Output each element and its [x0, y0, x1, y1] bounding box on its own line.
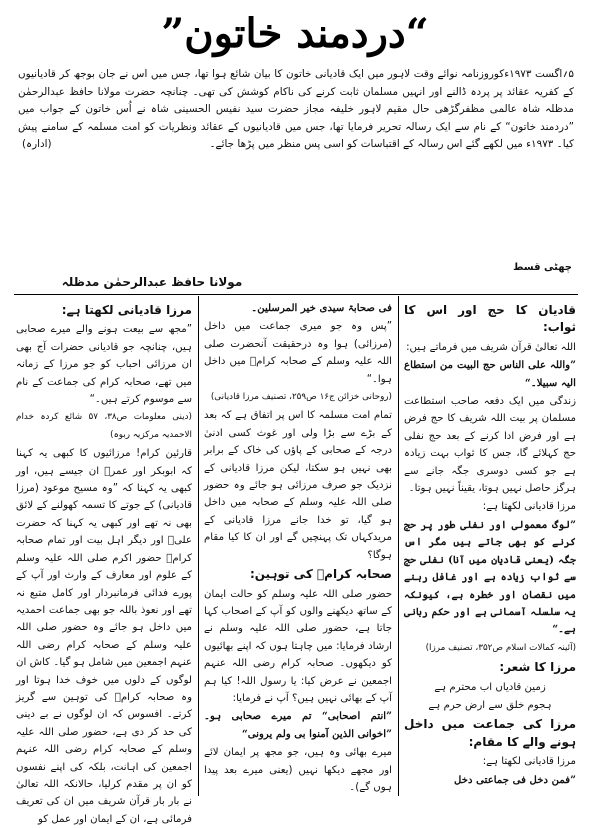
article-title: ”دردمند خاتون“ [161, 10, 429, 57]
section-heading: صحابہ کرامؓ کی توہین: [249, 567, 392, 582]
section-heading: مرزا کا شعر: [499, 660, 576, 675]
paragraph: میرے بھائی وہ ہیں، جو مجھ پر ایمان لائے اور مجھے دیکھا نہیں (یعنی میرے بعد پیدا ہوں گے)۔ [204, 747, 392, 793]
citation: (روحانی خزائن ج۱۶ ص۲۵۹، تصنیف مرزا قادیانی) [210, 392, 392, 403]
citation: (آئینہ کمالات اسلام ص۳۵۲، تصنیف مرزا) [425, 642, 576, 653]
quotation: ”واللہ علی الناس حج البیت من استطاع الیہ سبیلا۔“ [404, 359, 576, 389]
paragraph: مرزا قادیانی لکھتا ہے: [482, 501, 576, 513]
paragraph: اللہ تعالیٰ قرآن شریف میں فرماتے ہیں: [406, 341, 576, 353]
paragraph: مرزا قادیانی لکھتا ہے: [482, 756, 576, 768]
column-right [404, 300, 576, 796]
author-byline: مولانا حافظ عبدالرحمٰن مدظلہ [61, 275, 243, 289]
citation: (دینی معلومات ص۳۸، ۵۷ شائع کردہ خدام الاحمدیہ مرکزیہ ربوہ) [16, 412, 192, 440]
quotation: فی صحابۃ سیدی خیر المرسلین۔ [251, 302, 392, 314]
paragraph: تمام امت مسلمہ کا اس پر اتفاق ہے کہ بعد کے بڑے سے بڑا ولی اور غوث کسی ادنیٰ درجہ کے صحابی کے پاؤں کی خاک کے برابر بھی نہیں ہو سکتا، لیکن مرزا قادیانی کے نزدیک جو صرف مرزائی ہو جائے وہ حضور صلی اللہ علیہ وسلم کے صحابہ میں داخل ہو گیا، تو خدا جانے مرزا قادیانی کے مریدکہاں تک پہنچیں گے اور ان کا کیا مقام ہوگا؟ [204, 410, 392, 561]
section-heading: مرزا قادیانی لکھتا ہے: [61, 303, 192, 317]
quotation: ”لوگ معمولی اور نفلی طور پر حج کرنے کو بھی جاتے ہیں مگر اس جگہ (یعنی قادیان میں آنا) نفلی حج سے ثواب زیادہ ہے اور غافل رہنے میں نقصان اور خطرہ ہے، کیونکہ یہ سلسلہ آسمانی ہے اور حکم ربانی ہے۔“ [404, 518, 576, 636]
section-heading: قادیان کا حج اور اس کا ثواب: [404, 303, 576, 335]
header-divider [14, 294, 578, 295]
column-left [16, 300, 192, 825]
quotation: ”انتم اصحابی“ تم میرے صحابی ہو۔ ”اخوانی الذین آمنوا بی ولم یرونی“ [204, 710, 392, 740]
column-divider-left [198, 296, 199, 796]
column-divider-right [398, 296, 399, 796]
intro-attribution: (ادارہ) [22, 138, 52, 150]
quotation: ”فمن دخل فی جماعتی دخل [454, 773, 576, 786]
paragraph: ”مجھ سے بیعت ہونے والے میرے صحابی ہیں، چنانچہ جو قادیانی حضرات آج بھی ان مرزائی احباب کو جو مرزا کے زمانہ میں تھے، صحابہ کرام کی جماعت کے نام سے موسوم کرتے ہیں۔“ [16, 324, 192, 406]
verse-line: زمین قادیاں اب محترم ہے [434, 681, 546, 693]
intro-body: ۵؍اگست ۱۹۷۳ءکوروزنامہ نوائے وقت لاہور میں ایک قادیانی خاتون کا بیان شائع ہوا تھا، جس میں اس نے جان بوجھ کر قادیانیوں کے کفریہ عقائد پر پردہ ڈالنے اور انہیں مسلمان ثابت کرنے کی ناکام کوشش کی تھی۔ چنانچہ حضرت مولانا حافظ عبدالرحمٰن مدظلہ شاہ عالمی مظفرگڑھی حال مقیم لاہور خلیفہ مجاز حضرت سید نفیس الحسینی شاہ نے اُس خاتون کے جواب میں ”دردمند خاتون“ کے نام سے ایک رسالہ تحریر فرمایا تھا، جس میں قادیانیوں کے عقائد ونظریات کو امت مسلمہ کے سامنے پیش کیا۔ ۱۹۷۳ء میں لکھے گئے اس رسالہ کے اقتباسات کو اسی پس منظر میں پڑھا جائے۔ [18, 68, 575, 150]
column-middle [204, 300, 392, 796]
episode-label: چھٹی قسط [513, 262, 572, 273]
paragraph: زندگی میں ایک دفعہ صاحب استطاعت مسلمان پر بیت اللہ شریف کا حج فرض ہے اور فرض ادا کرنے کے بعد حج نفلی حج کہلائے گا، جس کا ثواب بہت زیادہ ہے جو کسی دوسری جگہ جانے سے ہرگز حاصل نہیں ہوتا، یقیناً نہیں ہوتا۔ [404, 396, 576, 495]
paragraph: ”پس وہ جو میری جماعت میں داخل (مرزائی) ہوا وہ درحقیقت آنحضرت صلی اللہ علیہ وسلم کے صحابہ کرامؓ میں داخل ہوا۔“ [204, 321, 392, 385]
section-heading: مرزا کی جماعت میں داخل ہونے والے کا مقام: [404, 717, 576, 749]
paragraph: قارئین کرام! مرزائیوں کا کبھی یہ کہنا کہ ابوبکر اور عمرؓ ان جیسے ہیں، اور کبھی یہ کہنا کہ ”وہ مسیح موعود (مرزا قادیانی) کے جوتے کا تسمہ کھولنے کے لائق بھی نہ تھے اور کبھی یہ کہنا کہ حضرت علیؓ اور دیگر اہل بیت اور تمام صحابہ کرامؓ حضور اکرم صلی اللہ علیہ وسلم کے علوم اور معارف کے وارث اور آپ کے پورے فدائی فرمانبردار اور کامل متبع نہ تھے اور نعوذ باللہ جو بھی جماعت احمدیہ میں داخل ہو جائے وہ حضور صلی اللہ علیہ وسلم کے صحابہ کرام رضی اللہ عنہم اجمعین میں شامل ہو گیا۔ کاش ان لوگوں کے دلوں میں خوف خدا ہوتا اور وہ صحابہ کرامؓ کی توہین سے گریز کرتے۔ افسوس کہ ان لوگوں نے بے دینی کی حد کر دی ہے، حضور صلی اللہ علیہ وسلم کے صحابہ کرام رضی اللہ عنہم اجمعین کی اہانت، بلکہ کی اپنے نفسوں کو ان پر مقدم کرلیا، حالانکہ اللہ تعالیٰ نے بار بار قرآن شریف میں ان کی تعریف فرمائی ہے، ان کے ایمان اور عمل کو [16, 448, 192, 825]
verse-line: ہجوم خلق سے ارض حرم ہے [428, 699, 552, 711]
article-title-area [0, 4, 590, 66]
intro-text [18, 66, 574, 154]
intro-paragraph [18, 66, 574, 154]
paragraph: حضور صلی اللہ علیہ وسلم کو حالت ایمان کے ساتھ دیکھنے والوں کو آپ کے اصحاب کہا جاتا ہے، حضور صلی اللہ علیہ وسلم نے ارشاد فرمایا: میں چاہتا ہوں کہ اپنے بھائیوں کو دیکھوں۔ صحابہ کرام رضی اللہ عنہم اجمعین نے عرض کیا: یا رسول اللہ! کیا ہم آپ کے بھائی نہیں ہیں؟ آپ نے فرمایا: [204, 588, 392, 704]
